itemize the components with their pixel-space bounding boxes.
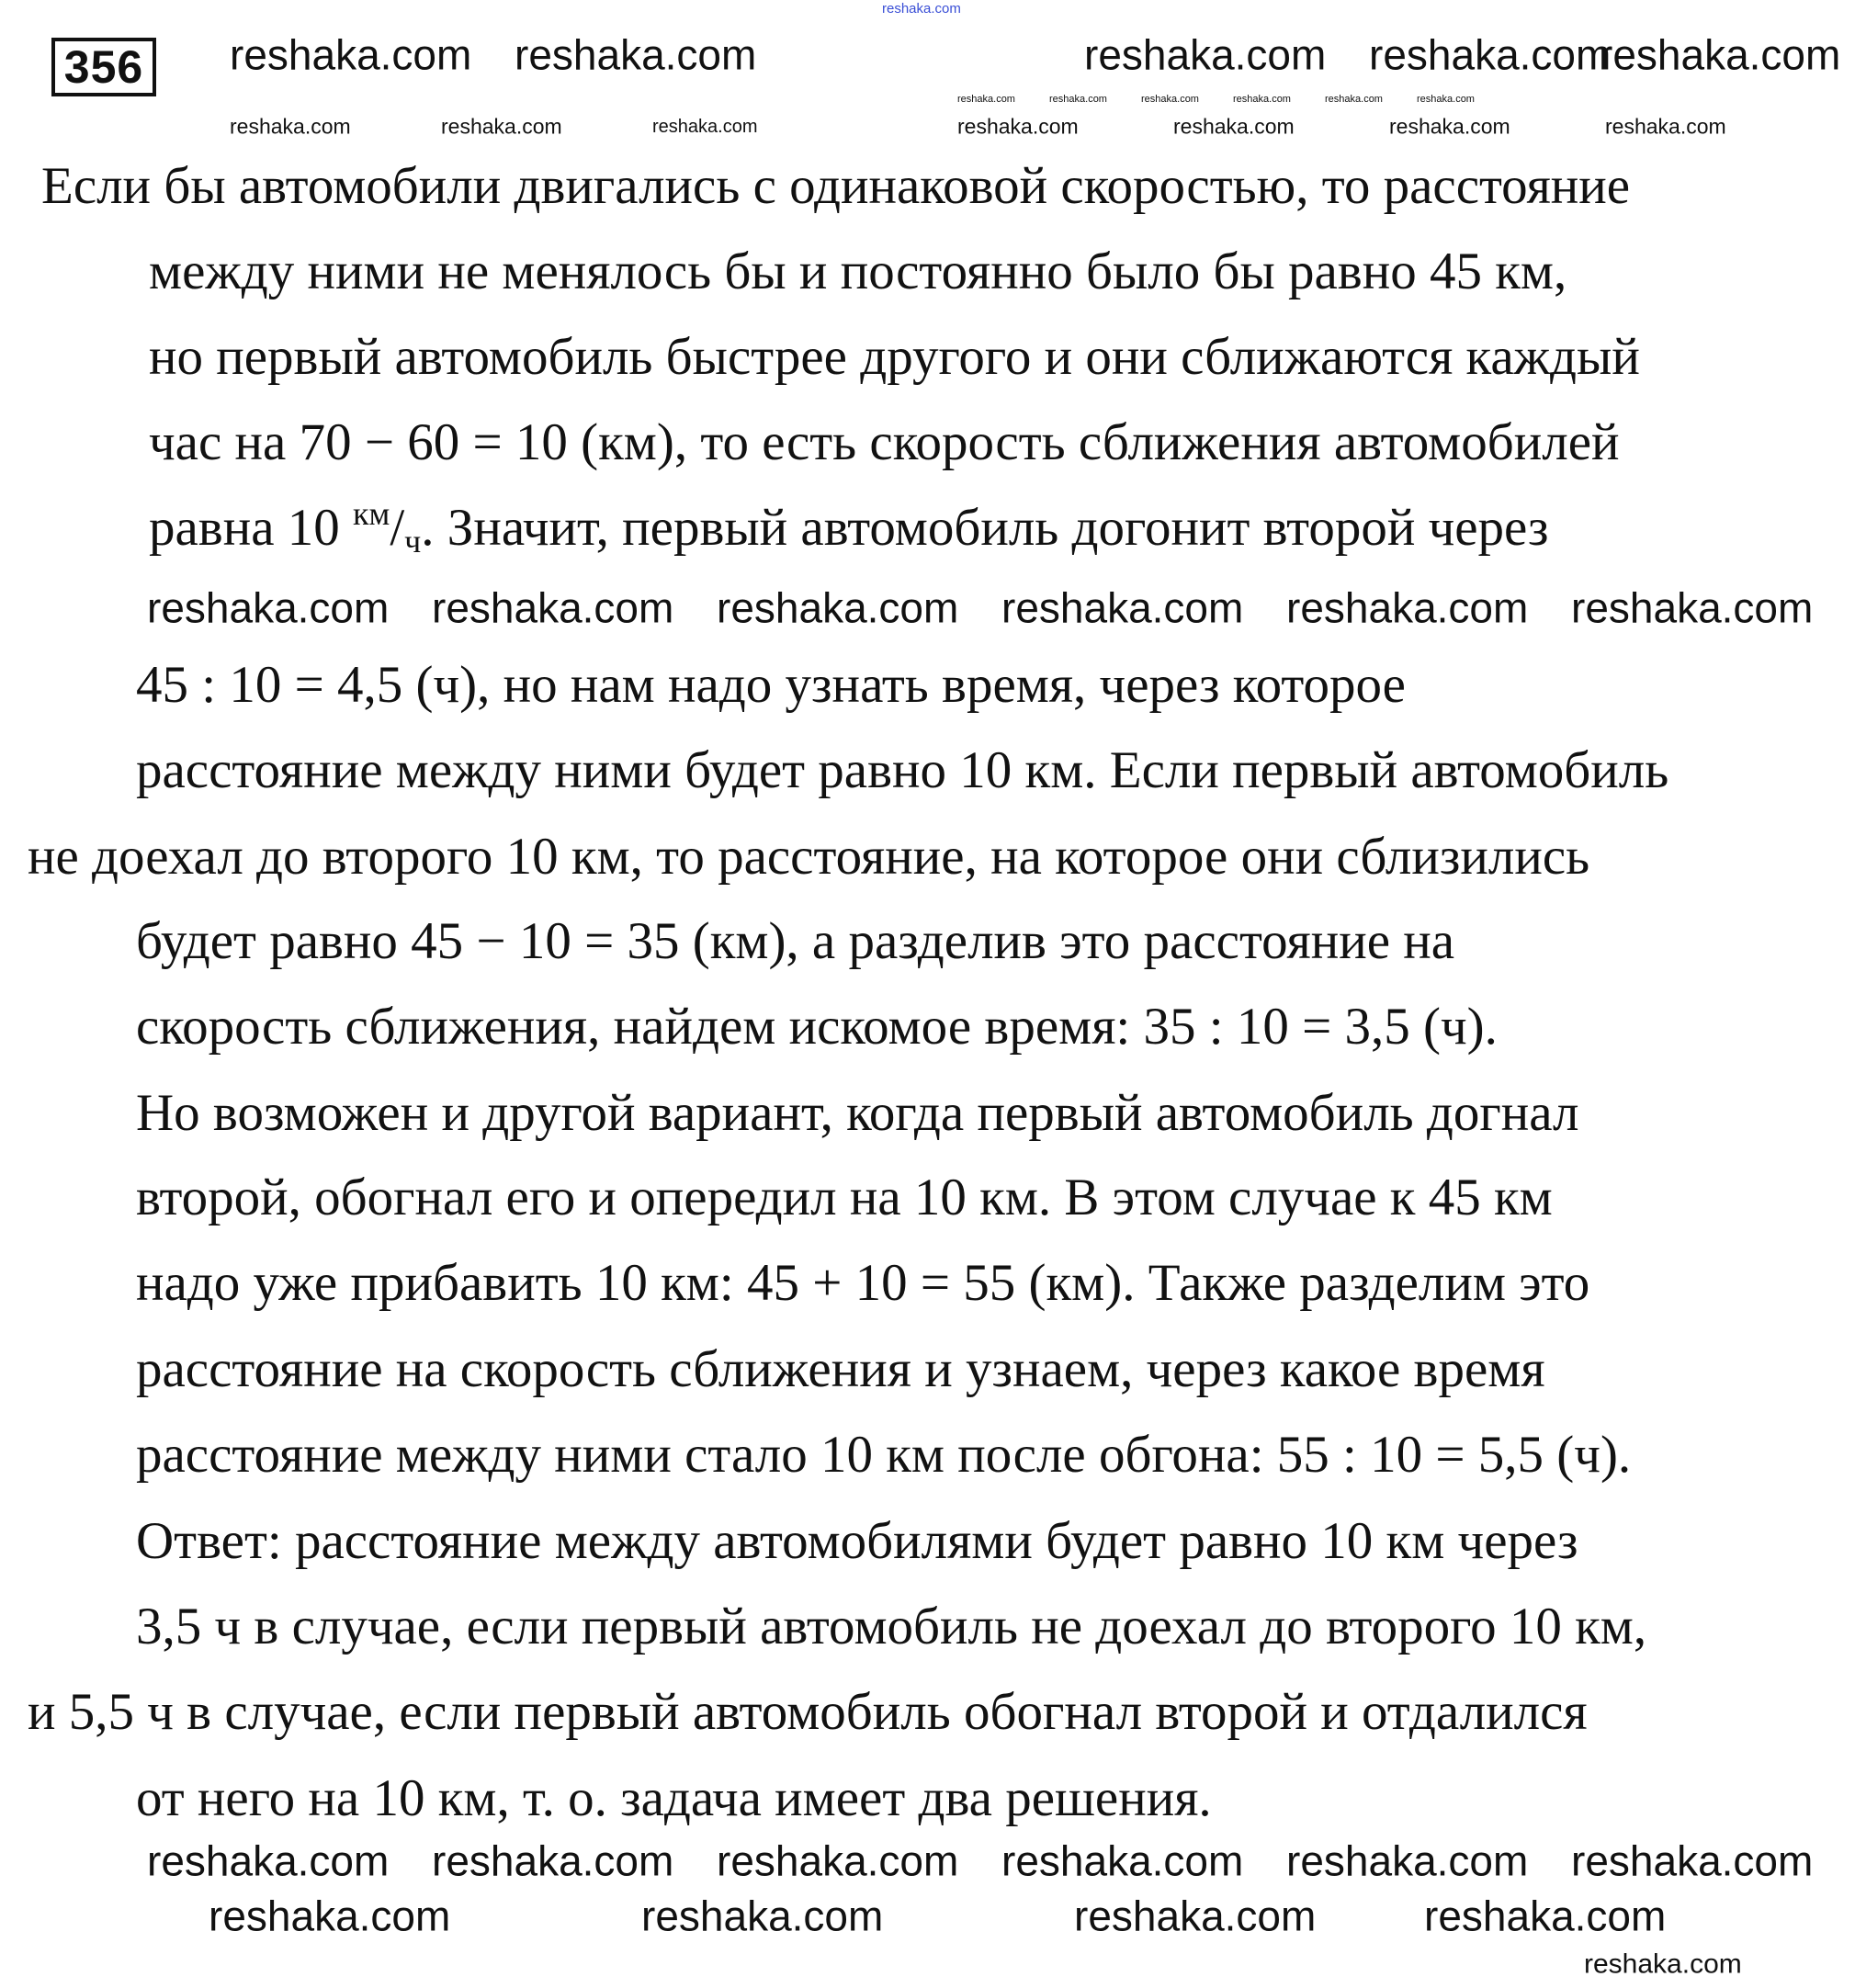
unit-numerator: км <box>353 495 390 532</box>
text-line: 45 : 10 = 4,5 (ч), но нам надо узнать время, через которое <box>136 656 1406 714</box>
watermark: reshaka.com <box>432 583 674 632</box>
watermark: reshaka.com <box>957 114 1079 139</box>
text-line: расстояние на скорость сближения и узнаем, через какое время <box>136 1340 1545 1398</box>
watermark: reshaka.com <box>515 30 757 79</box>
watermark: reshaka.com <box>1369 30 1612 79</box>
problem-number: 356 <box>51 38 156 96</box>
text: равна 10 <box>149 499 354 557</box>
text-line: 3,5 ч в случае, если первый автомобиль не доехал до второго 10 км, <box>136 1598 1647 1655</box>
text-line-speed <box>149 495 1549 559</box>
watermark: reshaka.com <box>652 117 758 137</box>
watermark: reshaka.com <box>441 114 562 139</box>
text: . Значит, первый автомобиль догонит второй через <box>421 499 1549 557</box>
watermark: reshaka.com <box>1571 1836 1814 1885</box>
text-line: от него на 10 км, т. о. задача имеет два решения. <box>136 1769 1212 1827</box>
watermark: reshaka.com <box>1001 583 1244 632</box>
watermark: reshaka.com <box>1173 114 1295 139</box>
watermark: reshaka.com <box>641 1892 884 1940</box>
watermark: reshaka.com <box>1233 93 1291 105</box>
watermark: reshaka.com <box>1084 30 1327 79</box>
text-line: между ними не менялось бы и постоянно было бы равно 45 км, <box>149 243 1567 300</box>
text-line: второй, обогнал его и опередил на 10 км. В этом случае к 45 км <box>136 1169 1553 1226</box>
text-line: Если бы автомобили двигались с одинаковой скоростью, то расстояние <box>41 157 1631 215</box>
watermark: reshaka.com <box>1389 114 1510 139</box>
watermark: reshaka.com <box>882 0 961 17</box>
watermark: reshaka.com <box>1605 114 1726 139</box>
watermark: reshaka.com <box>1599 30 1841 79</box>
watermark: reshaka.com <box>209 1892 451 1940</box>
watermark: reshaka.com <box>432 1836 674 1885</box>
watermark: reshaka.com <box>1074 1892 1317 1940</box>
watermark: reshaka.com <box>1286 583 1529 632</box>
text-line: расстояние между ними стало 10 км после обгона: 55 : 10 = 5,5 (ч). <box>136 1426 1632 1484</box>
unit-slash: / <box>390 499 405 557</box>
watermark: reshaka.com <box>1584 1948 1742 1980</box>
text-line: расстояние между ними будет равно 10 км. Если первый автомобиль <box>136 741 1669 799</box>
watermark: reshaka.com <box>147 1836 390 1885</box>
watermark: reshaka.com <box>1049 93 1107 105</box>
unit-denominator: ч <box>404 523 422 559</box>
text-line: надо уже прибавить 10 км: 45 + 10 = 55 (км). Также разделим это <box>136 1254 1590 1312</box>
watermark: reshaka.com <box>1571 583 1814 632</box>
watermark: reshaka.com <box>1325 93 1383 105</box>
watermark: reshaka.com <box>717 1836 959 1885</box>
watermark: reshaka.com <box>1141 93 1199 105</box>
watermark: reshaka.com <box>147 583 390 632</box>
watermark: reshaka.com <box>717 583 959 632</box>
watermark: reshaka.com <box>1286 1836 1529 1885</box>
watermark: reshaka.com <box>230 30 472 79</box>
text-line: час на 70 − 60 = 10 (км), то есть скорость сближения автомобилей <box>149 413 1620 471</box>
text-line: Ответ: расстояние между автомобилями будет равно 10 км через <box>136 1512 1578 1570</box>
text-line: но первый автомобиль быстрее другого и они сближаются каждый <box>149 328 1640 386</box>
watermark: reshaka.com <box>1424 1892 1667 1940</box>
watermark: reshaka.com <box>957 93 1015 105</box>
text-line: не доехал до второго 10 км, то расстояние, на которое они сблизились <box>28 828 1590 886</box>
text-line: Но возможен и другой вариант, когда первый автомобиль догнал <box>136 1084 1579 1142</box>
watermark: reshaka.com <box>230 114 351 139</box>
text-line: будет равно 45 − 10 = 35 (км), а разделив это расстояние на <box>136 912 1455 970</box>
watermark: reshaka.com <box>1417 93 1475 105</box>
text-line: и 5,5 ч в случае, если первый автомобиль обогнал второй и отдалился <box>28 1683 1588 1741</box>
text-line: скорость сближения, найдем искомое время: 35 : 10 = 3,5 (ч). <box>136 998 1498 1056</box>
watermark: reshaka.com <box>1001 1836 1244 1885</box>
